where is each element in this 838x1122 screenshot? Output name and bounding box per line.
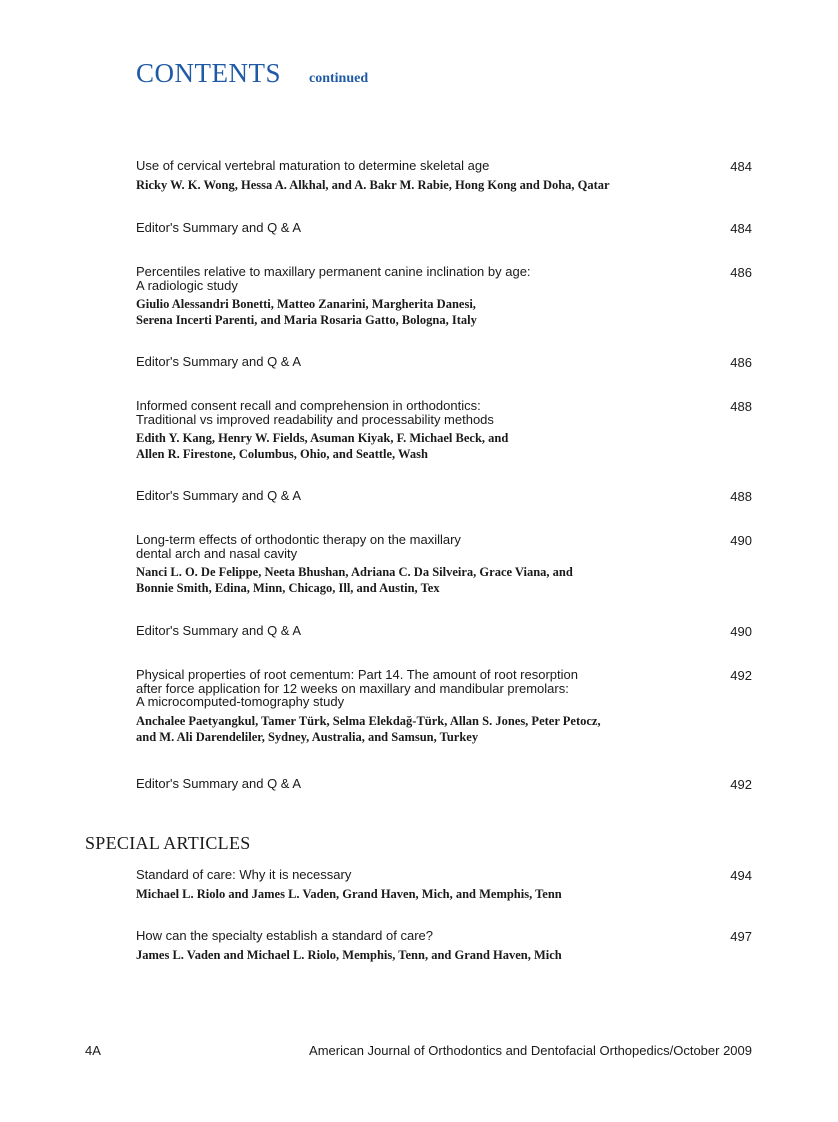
page-subtitle: continued: [309, 71, 369, 86]
entry-title: [136, 668, 752, 709]
footer-page-label: 4A: [85, 1043, 101, 1058]
entry-title-line: Percentiles relative to maxillary permanent canine inclination by age:: [136, 264, 531, 279]
entry-authors: [136, 564, 752, 596]
entry-authors-line: Nanci L. O. De Felippe, Neeta Bhushan, Adriana C. Da Silveira, Grace Viana, and: [136, 565, 573, 579]
entry-page-number: 494: [730, 868, 752, 883]
entry-title-line: Editor's Summary and Q & A: [136, 623, 302, 638]
entry-authors: [136, 886, 752, 902]
entry-page-number: 490: [730, 533, 752, 548]
entry-page-number: 486: [730, 355, 752, 370]
entry-authors-line: Ricky W. K. Wong, Hessa A. Alkhal, and A. Bakr M. Rabie, Hong Kong and Doha, Qatar: [136, 177, 610, 192]
entry-page-number: 484: [730, 221, 752, 236]
entry-title: [136, 355, 752, 369]
entry-page-number: 488: [730, 399, 752, 414]
footer-journal: American Journal of Orthodontics and Dentofacial Orthopedics/October 2009: [309, 1043, 752, 1058]
entry-authors: [136, 177, 752, 193]
toc-entry[interactable]: [136, 533, 752, 596]
entry-title-line: after force application for 12 weeks on maxillary and mandibular premolars:: [136, 680, 569, 696]
toc-entry[interactable]: [136, 265, 752, 328]
entry-title-line: A microcomputed-tomography study: [136, 694, 345, 709]
entry-page-number: 497: [730, 929, 752, 944]
entry-page-number: 492: [730, 777, 752, 792]
entry-authors: [136, 713, 752, 745]
toc-entry[interactable]: [136, 777, 752, 791]
entry-page-number: 488: [730, 489, 752, 504]
entry-title-line: Physical properties of root cementum: Part 14. The amount of root resorption: [136, 667, 578, 682]
entry-title-line: Editor's Summary and Q & A: [136, 776, 302, 791]
entry-page-number: 492: [730, 668, 752, 683]
entry-authors-line: Giulio Alessandri Bonetti, Matteo Zanarini, Margherita Danesi,: [136, 297, 476, 311]
entry-title-line: Long-term effects of orthodontic therapy on the maxillary: [136, 532, 461, 547]
entry-authors-line: Bonnie Smith, Edina, Minn, Chicago, Ill, and Austin, Tex: [136, 581, 440, 595]
toc-entry[interactable]: [136, 399, 752, 462]
entry-title-line: Use of cervical vertebral maturation to determine skeletal age: [136, 158, 490, 173]
toc-entry[interactable]: [136, 668, 752, 745]
toc-entry[interactable]: [136, 868, 752, 902]
entry-title-line: Editor's Summary and Q & A: [136, 220, 302, 235]
entry-authors: [136, 430, 752, 462]
entry-authors-line: James L. Vaden and Michael L. Riolo, Memphis, Tenn, and Grand Haven, Mich: [136, 947, 562, 962]
entry-title: [136, 265, 752, 292]
entry-authors: [136, 296, 752, 328]
toc-entry[interactable]: [136, 929, 752, 963]
entry-title-line: Editor's Summary and Q & A: [136, 354, 302, 369]
entry-title: [136, 399, 752, 426]
entry-title-line: Informed consent recall and comprehension in orthodontics:: [136, 398, 481, 413]
toc-entry[interactable]: [136, 355, 752, 369]
page-title: CONTENTS: [136, 58, 281, 88]
entry-title-line: A radiologic study: [136, 277, 238, 293]
entry-title: [136, 159, 752, 173]
entry-authors-line: Allen R. Firestone, Columbus, Ohio, and Seattle, Wash: [136, 447, 428, 461]
entry-authors-line: Edith Y. Kang, Henry W. Fields, Asuman Kiyak, F. Michael Beck, and: [136, 431, 509, 445]
entry-authors-line: Michael L. Riolo and James L. Vaden, Grand Haven, Mich, and Memphis, Tenn: [136, 886, 562, 901]
entry-title-line: Editor's Summary and Q & A: [136, 488, 302, 503]
toc-entry[interactable]: [136, 489, 752, 503]
entry-title-line: How can the specialty establish a standard of care?: [136, 928, 434, 943]
toc-entry[interactable]: [136, 221, 752, 235]
entry-page-number: 486: [730, 265, 752, 280]
entry-title-line: dental arch and nasal cavity: [136, 545, 298, 561]
entry-title: [136, 624, 752, 638]
entry-title-line: Traditional vs improved readability and processability methods: [136, 411, 494, 427]
section-title-special-articles: SPECIAL ARTICLES: [85, 833, 251, 853]
entry-title: [136, 221, 752, 235]
toc-entry[interactable]: [136, 624, 752, 638]
entry-title: [136, 929, 752, 943]
entry-title: [136, 777, 752, 791]
entry-authors: [136, 947, 752, 963]
entry-authors-line: Anchalee Paetyangkul, Tamer Türk, Selma Elekdağ-Türk, Allan S. Jones, Peter Petocz,: [136, 713, 601, 728]
entry-page-number: 490: [730, 624, 752, 639]
entry-title-line: Standard of care: Why it is necessary: [136, 867, 352, 882]
contents-header: [136, 58, 368, 89]
entry-page-number: 484: [730, 159, 752, 174]
entry-title: [136, 533, 752, 560]
entry-authors-line: Serena Incerti Parenti, and Maria Rosaria Gatto, Bologna, Italy: [136, 313, 477, 327]
entry-title: [136, 868, 752, 882]
toc-entry[interactable]: [136, 159, 752, 193]
entry-authors-line: and M. Ali Darendeliler, Sydney, Australia, and Samsun, Turkey: [136, 729, 479, 744]
entry-title: [136, 489, 752, 503]
